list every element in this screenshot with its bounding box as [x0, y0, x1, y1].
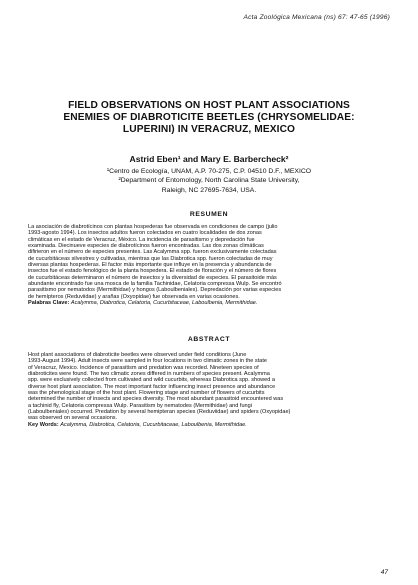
resumen-keywords-text: Acalymma, Diabrotica, Celatoria, Cucurbitaceae, Laboulbenia, Mermithidae.: [70, 300, 258, 307]
resumen-line: parasitismo por nematodos (Mermithidae) y hongos (Laboulbeniales). Depredación por varias especies: [28, 287, 282, 294]
journal-header: Acta Zoológica Mexicana (ns) 67: 47-65 (1996): [243, 14, 390, 21]
abstract-body: [28, 352, 390, 428]
resumen-line: de cucurbitáceas determinaron el número de insectos y la diversidad de especies. El parasitoide más: [28, 274, 277, 281]
title-line-2: ENEMIES OF DIABROTICITE BEETLES (CHRYSOMELIDAE:: [63, 112, 355, 123]
page-number: 47: [380, 569, 388, 576]
resumen-heading: RESUMEN: [189, 211, 229, 218]
affiliations: [30, 167, 388, 195]
resumen-line: diversas plantas hospederas. El factor más importante que influye en la presencia y abundancia de: [28, 262, 272, 269]
resumen-line: climáticas en el estado de Veracruz, México. La incidencia de parasitismo y depredación fue: [28, 236, 255, 243]
resumen-body: [28, 224, 390, 306]
abstract-line: 1993-August 1994). Adult insects were sampled in four locations in two climatic zones in the state: [28, 358, 267, 365]
resumen-line: examinada. Diecinueve especies de diabrotícinos fueron encontradas. Las dos zonas climáticas: [28, 243, 264, 250]
resumen-line: insectos fue el estado fenológico de la planta hospedera. El estado de floración y el número de flores: [28, 268, 277, 275]
title-line-3: LUPERINI) IN VERACRUZ, MEXICO: [122, 124, 296, 135]
abstract-line: diabroticites were found. The two climatic zones differed in numbers of species present. Acalymma: [28, 371, 270, 378]
abstract-heading: ABSTRACT: [187, 336, 231, 343]
affiliation-line-2: ²Department of Entomology, North Carolina State University,: [118, 177, 300, 185]
resumen-line: de cucurbitáceas silvestres y cultivadas, mientras que las Diabrotica spp. fueron colectadas de muy: [28, 255, 273, 262]
abstract-line: spp. were exclusively collected from cultivated and wild cucurbits, whereas Diabrotica spp. showed a: [28, 377, 275, 384]
abstract-line: determined the number of insects and species diversity. The most abundant parasitoid encountered was: [28, 396, 284, 403]
abstract-line: a tachinid fly, Celatoria compressa Wulp. Parasitism by nematodes (Mermithidae) and fungi: [28, 402, 252, 409]
resumen-line: difirieron en el número de especies presentes. Las Acalymma spp. fueron exclusivamente colectadas: [28, 249, 277, 256]
resumen-line: La asociación de diabrotícinos con plantas hospederas fue observada en condiciones de campo (julio: [28, 224, 278, 230]
abstract-keywords: [28, 422, 390, 428]
resumen-line: 1993-agosto 1994). Los insectos adultos fueron colectados en cuatro localidades de dos zonas: [28, 230, 262, 237]
abstract-line: of Veracruz, Mexico. Incidence of parasitism and predation was recorded. Nineteen species of: [28, 364, 259, 371]
authors: Astrid Eben¹ and Mary E. Barbercheck²: [129, 154, 289, 164]
affiliation-line-3: Raleigh, NC 27695-7634, USA.: [161, 186, 257, 194]
resumen-keywords-label: Palabras Clave:: [28, 300, 70, 307]
abstract-line: was the phenological stage of the host plant. Flowering stage and number of flowers of cucurbits: [28, 390, 265, 397]
abstract-line: Host plant associations of diabroticite beetles were observed under field conditions (June: [28, 352, 247, 358]
resumen-keywords: [28, 300, 390, 306]
abstract-line: diverse host plant association. The most important factor influencing insect presence and abundance: [28, 383, 276, 390]
abstract-keywords-label: Key Words:: [28, 421, 59, 428]
title-line-1: FIELD OBSERVATIONS ON HOST PLANT ASSOCIATIONS: [68, 100, 350, 111]
paper-title: [30, 100, 388, 136]
abstract-line: (Laboulbeniales) occurred. Predation by several hemipteran species (Reduviidae) and spiders (Oxyopidae): [28, 409, 291, 416]
abstract-keywords-text: Acalymma, Diabrotica, Celatoria, Cucurbitaceae, Laboulbenia, Mermithidae.: [60, 421, 247, 428]
abstract-line: was observed on several occasions.: [28, 415, 118, 422]
resumen-line: abundante encontrado fue una mosca de la familia Tachinidae, Celatoria compressa Wulp. Se encontró: [28, 281, 282, 288]
resumen-line: de hemípteros (Reduviidae) y arañas (Oxyopidae) fue observada en varias ocasiones.: [28, 293, 240, 300]
affiliation-line-1: ¹Centro de Ecología, UNAM, A.P. 70-275, C.P. 04510 D.F., MEXICO: [106, 168, 312, 175]
